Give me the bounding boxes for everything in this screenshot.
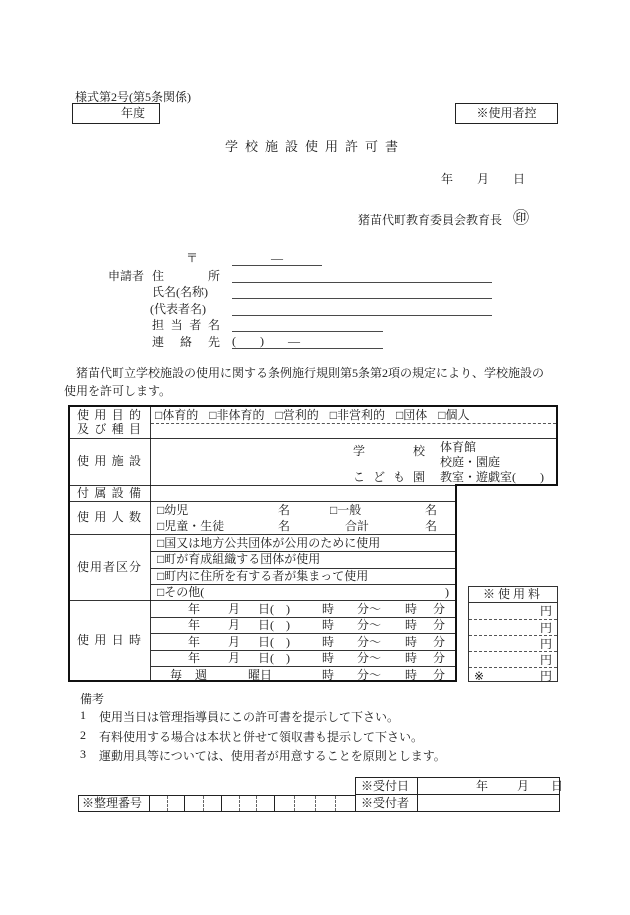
contact-field[interactable] [232,333,383,349]
form-number: 様式第2号(第5条関係) [75,90,191,104]
dt-min-to: 分 [433,668,446,682]
datetime-row-2[interactable] [150,618,455,633]
total-label: 合計 [345,519,370,533]
checkbox-option-nonprofit[interactable]: □非営利的 [329,408,385,422]
checkbox-general[interactable]: □一般 [330,503,362,517]
note-item-2 [80,728,423,745]
dt-hour-from: 時 [322,602,335,616]
note-number: 2 [80,728,86,742]
note-item-1 [80,708,399,725]
dt-day: 日( ) [258,635,290,649]
note-text: 使用当日は管理指導員にこの許可書を提示して下さい。 [99,710,400,724]
issue-date-month: 月 [476,172,489,186]
fee-unit: 円 [539,669,552,683]
dt-min-to: 分 [433,635,446,649]
dt-hour-from: 時 [322,635,335,649]
datetime-row-3[interactable] [150,635,455,650]
user-copy-label: ※使用者控 [476,106,537,120]
fee-unit: 円 [539,604,552,618]
dt-min-from: 分～ [357,602,382,616]
serial-number-label: ※整理番号 [82,796,143,810]
serial-digit-cell[interactable] [315,796,335,811]
serial-number-table [78,795,356,812]
serial-digit-cell[interactable] [239,796,257,811]
dt-month: 月 [228,602,241,616]
reception-date-label: ※受付日 [356,778,418,794]
dt-year: 年 [188,618,201,632]
contact-person-label: 担当者名 [152,318,220,332]
fee-header: ※使用料 [469,587,557,603]
dt-min-from: 分～ [357,618,382,632]
category-label: 使用者区分 [77,560,141,574]
seal-icon: ㊞ [513,209,530,227]
checkbox-public-use[interactable]: □国又は地方公共団体が公用のために使用 [157,536,381,550]
dt-every: 毎 [170,668,183,682]
note-number: 1 [80,708,86,722]
people-row-1 [150,503,455,518]
serial-group-1 [149,796,184,811]
dt-hour-to: 時 [405,618,418,632]
reception-staff-field[interactable] [418,795,559,812]
dt-month: 月 [228,618,241,632]
checkbox-student[interactable]: □児童・生徒 [157,519,225,533]
row-divider-4 [70,534,455,535]
fee-unit: 円 [539,653,552,667]
checkbox-option-nonsport[interactable]: □非体育的 [209,408,265,422]
dt-min-to: 分 [433,651,446,665]
dt-min-to: 分 [433,602,446,616]
dt-week: 週 [195,668,208,682]
dt-hour-to: 時 [405,651,418,665]
dt-year: 年 [188,651,201,665]
dt-day: 日( ) [258,602,290,616]
student-unit: 名 [278,519,291,533]
serial-group-4 [274,796,355,811]
contact-person-field[interactable] [232,316,383,332]
purpose-label-line2: 及び種目 [77,422,141,436]
fiscal-year-label: 年度 [120,106,145,120]
row-divider-1 [70,438,556,439]
people-label: 使用人数 [77,510,141,524]
datetime-row-weekly[interactable] [150,668,455,683]
checkbox-option-group[interactable]: □団体 [396,408,428,422]
facility-item-ground[interactable]: 校庭・園庭 [440,455,501,469]
infant-unit: 名 [278,503,291,517]
table-border-right-lower [455,484,457,682]
facility-school-label: 学校 [353,444,425,458]
people-row-2 [150,519,455,534]
serial-digit-cell[interactable] [335,796,355,811]
checkbox-option-sport[interactable]: □体育的 [155,408,199,422]
representative-field[interactable] [232,300,492,316]
intro-line2: 使用を許可します。 [64,384,172,398]
dt-min-to: 分 [433,618,446,632]
note-text: 運動用具等については、使用者が用意することを原則とします。 [99,749,446,763]
name-label: 氏名(名称) [152,285,208,299]
facility-label: 使用施設 [77,454,141,468]
purpose-label-line1: 使用目的 [77,408,141,422]
fee-row-1[interactable] [469,603,557,619]
purpose-entry-field[interactable] [155,424,551,437]
dt-hour-to: 時 [405,602,418,616]
checkbox-option-individual[interactable]: □個人 [438,408,470,422]
category-row-2 [150,552,455,567]
dt-day-of-week: 曜日 [248,668,273,682]
address-field[interactable] [232,267,492,283]
other-close-paren: ) [445,585,449,599]
serial-digit-cell[interactable] [167,796,185,811]
purpose-options-row [155,407,470,423]
reception-year: 年 [476,779,489,793]
serial-digit-cell[interactable] [150,796,167,811]
dt-hour-to: 時 [405,668,418,682]
dt-year: 年 [188,635,201,649]
contact-label: 連絡先 [152,335,220,349]
equipment-label: 付属設備 [77,486,141,500]
dt-hour-from: 時 [322,651,335,665]
name-field[interactable] [232,283,492,299]
datetime-divider-2 [151,633,455,634]
note-text: 有料使用する場合は本状と併せて領収書も提示して下さい。 [99,730,424,744]
user-copy-box [455,103,558,124]
dt-min-from: 分～ [357,635,382,649]
fiscal-year-box[interactable] [72,103,160,124]
reception-month: 月 [517,779,530,793]
reception-date-row [356,778,564,795]
dt-month: 月 [228,635,241,649]
postal-mark: 〒 [186,251,199,265]
issue-date-line[interactable] [441,170,525,187]
fee-box [468,586,558,682]
representative-label: (代表者名) [150,302,206,316]
checkbox-option-profit[interactable]: □営利的 [275,408,319,422]
dt-year: 年 [188,602,201,616]
checkbox-town-org[interactable]: □町が育成組織する団体が使用 [157,552,321,566]
contact-phone-template: ( ) — [232,334,300,348]
postal-separator: — [271,251,283,265]
reception-staff-row [356,795,559,812]
fee-row-total[interactable] [469,667,557,683]
serial-digit-cell[interactable] [185,796,203,811]
issue-date-day: 日 [512,172,525,186]
dt-hour-from: 時 [322,618,335,632]
serial-digit-cell[interactable] [256,796,274,811]
note-number: 3 [80,747,86,761]
dt-hour-from: 時 [322,668,335,682]
address-label: 住所 [152,269,220,283]
intro-line1: 猪苗代町立学校施設の使用に関する条例施行規則第5条第2項の規定により、学校施設の [64,366,545,380]
serial-digit-cell[interactable] [294,796,314,811]
applicant-section-label: 申請者 [108,269,145,283]
postal-code-field[interactable] [232,250,322,266]
issue-date-year: 年 [441,172,454,186]
issuer-name: 猪苗代町教育委員会教育長 [358,213,503,227]
facility-item-classroom[interactable]: 教室・遊戯室( ) [440,470,544,484]
fee-unit: 円 [539,637,552,651]
reception-day: 日 [551,779,564,793]
serial-digit-cell[interactable] [203,796,222,811]
dt-month: 月 [228,651,241,665]
dt-min-from: 分～ [357,651,382,665]
total-unit: 名 [425,519,438,533]
reception-table [355,777,564,812]
table-border-left [68,405,70,682]
checkbox-infant[interactable]: □幼児 [157,503,189,517]
notes-title: 備考 [80,692,105,706]
dt-hour-to: 時 [405,635,418,649]
page-title: 学校施設使用許可書 [224,139,405,154]
serial-digit-cell[interactable] [275,796,294,811]
serial-digit-cell[interactable] [222,796,239,811]
dt-day: 日( ) [258,651,290,665]
datetime-divider-4 [151,666,455,667]
dt-day: 日( ) [258,618,290,632]
fee-row-2[interactable] [469,619,557,635]
serial-group-2 [184,796,221,811]
fee-row-3[interactable] [469,635,557,651]
facility-kindergarten-label: こども園 [353,470,425,484]
fee-unit: 円 [539,621,552,635]
fee-asterisk: ※ [474,669,485,683]
intro-paragraph [64,364,569,400]
category-row-4 [150,585,455,600]
category-row-3 [150,569,455,584]
equipment-entry-field[interactable] [152,487,454,500]
serial-group-3 [221,796,274,811]
datetime-label: 使用日時 [77,633,141,647]
general-unit: 名 [425,503,438,517]
issuer-line [358,211,529,228]
category-row-1 [150,536,455,551]
fee-row-4[interactable] [469,651,557,667]
reception-staff-label: ※受付者 [356,795,418,812]
datetime-row-4[interactable] [150,651,455,666]
facility-item-gym[interactable]: 体育館 [440,440,477,454]
row-divider-3 [70,501,455,502]
dt-min-from: 分～ [357,668,382,682]
checkbox-residents[interactable]: □町内に住所を有する者が集まって使用 [157,569,369,583]
datetime-row-1[interactable] [150,602,455,617]
reception-date-field[interactable] [418,778,564,794]
row-divider-5 [70,600,455,601]
table-border-right-upper [556,405,558,486]
note-item-3 [80,747,446,764]
checkbox-other[interactable]: □その他( [157,585,205,599]
